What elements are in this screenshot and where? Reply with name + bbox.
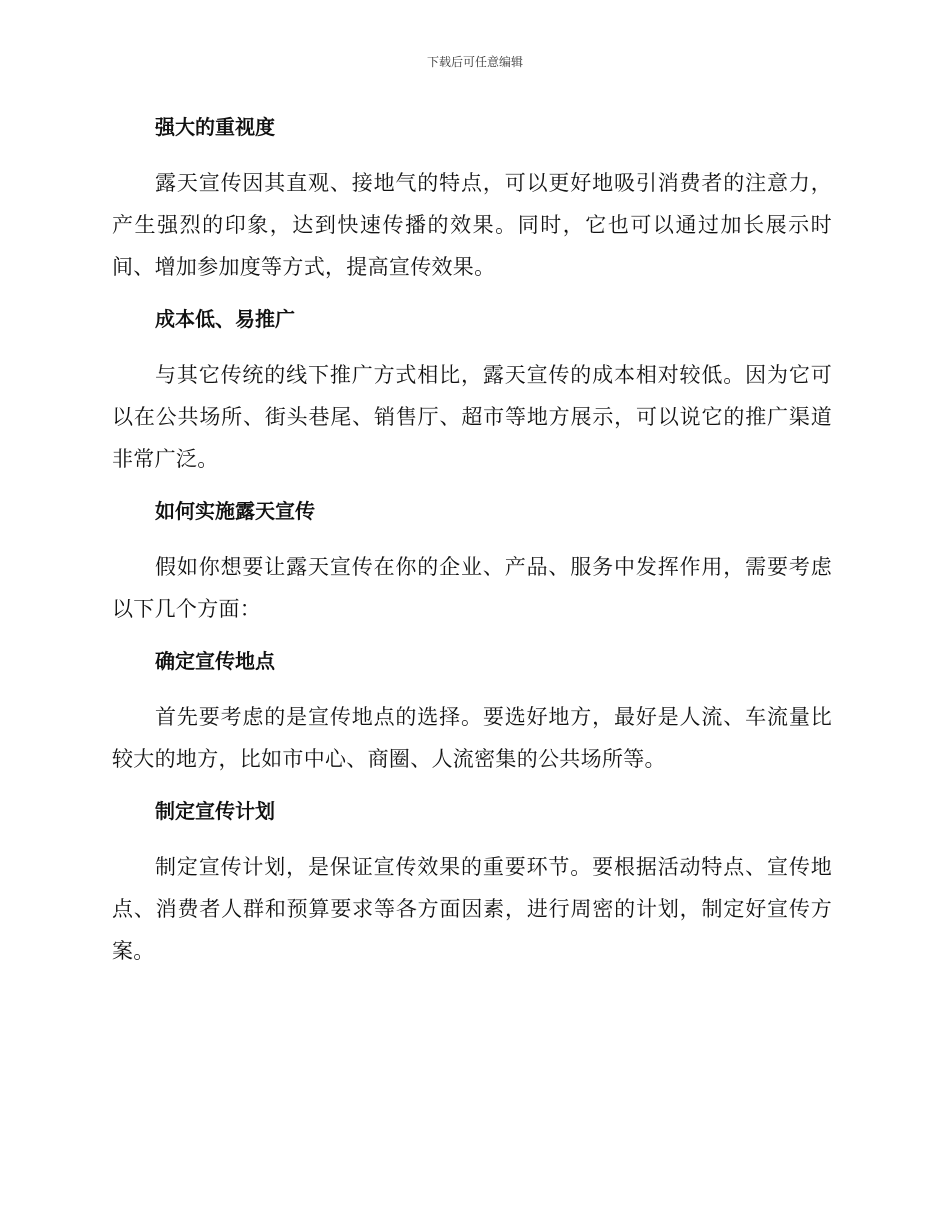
section-heading: 确定宣传地点	[155, 649, 275, 673]
section-heading: 强大的重视度	[155, 115, 275, 139]
page-header: 下载后可任意编辑	[426, 55, 523, 69]
section-paragraph: 假如你想要让露天宣传在你的企业、产品、服务中发挥作用，需要考虑以下几个方面：	[112, 555, 832, 621]
section-paragraph: 首先要考虑的是宣传地点的选择。要选好地方，最好是人流、车流量比较大的地方，比如市中心、商圈、人流密集的公共场所等。	[112, 705, 832, 771]
section-paragraph: 与其它传统的线下推广方式相比，露天宣传的成本相对较低。因为它可以在公共场所、街头巷尾、销售厅、超市等地方展示，可以说它的推广渠道非常广泛。	[112, 363, 832, 471]
section-heading: 制定宣传计划	[155, 799, 275, 823]
section-paragraph: 制定宣传计划，是保证宣传效果的重要环节。要根据活动特点、宣传地点、消费者人群和预算要求等各方面因素，进行周密的计划，制定好宣传方案。	[112, 855, 832, 963]
section-heading: 如何实施露天宣传	[155, 499, 315, 523]
section-paragraph: 露天宣传因其直观、接地气的特点，可以更好地吸引消费者的注意力，产生强烈的印象，达到快速传播的效果。同时，它也可以通过加长展示时间、增加参加度等方式，提高宣传效果。	[112, 171, 832, 279]
document-body	[112, 108, 832, 984]
section-heading: 成本低、易推广	[155, 307, 295, 331]
